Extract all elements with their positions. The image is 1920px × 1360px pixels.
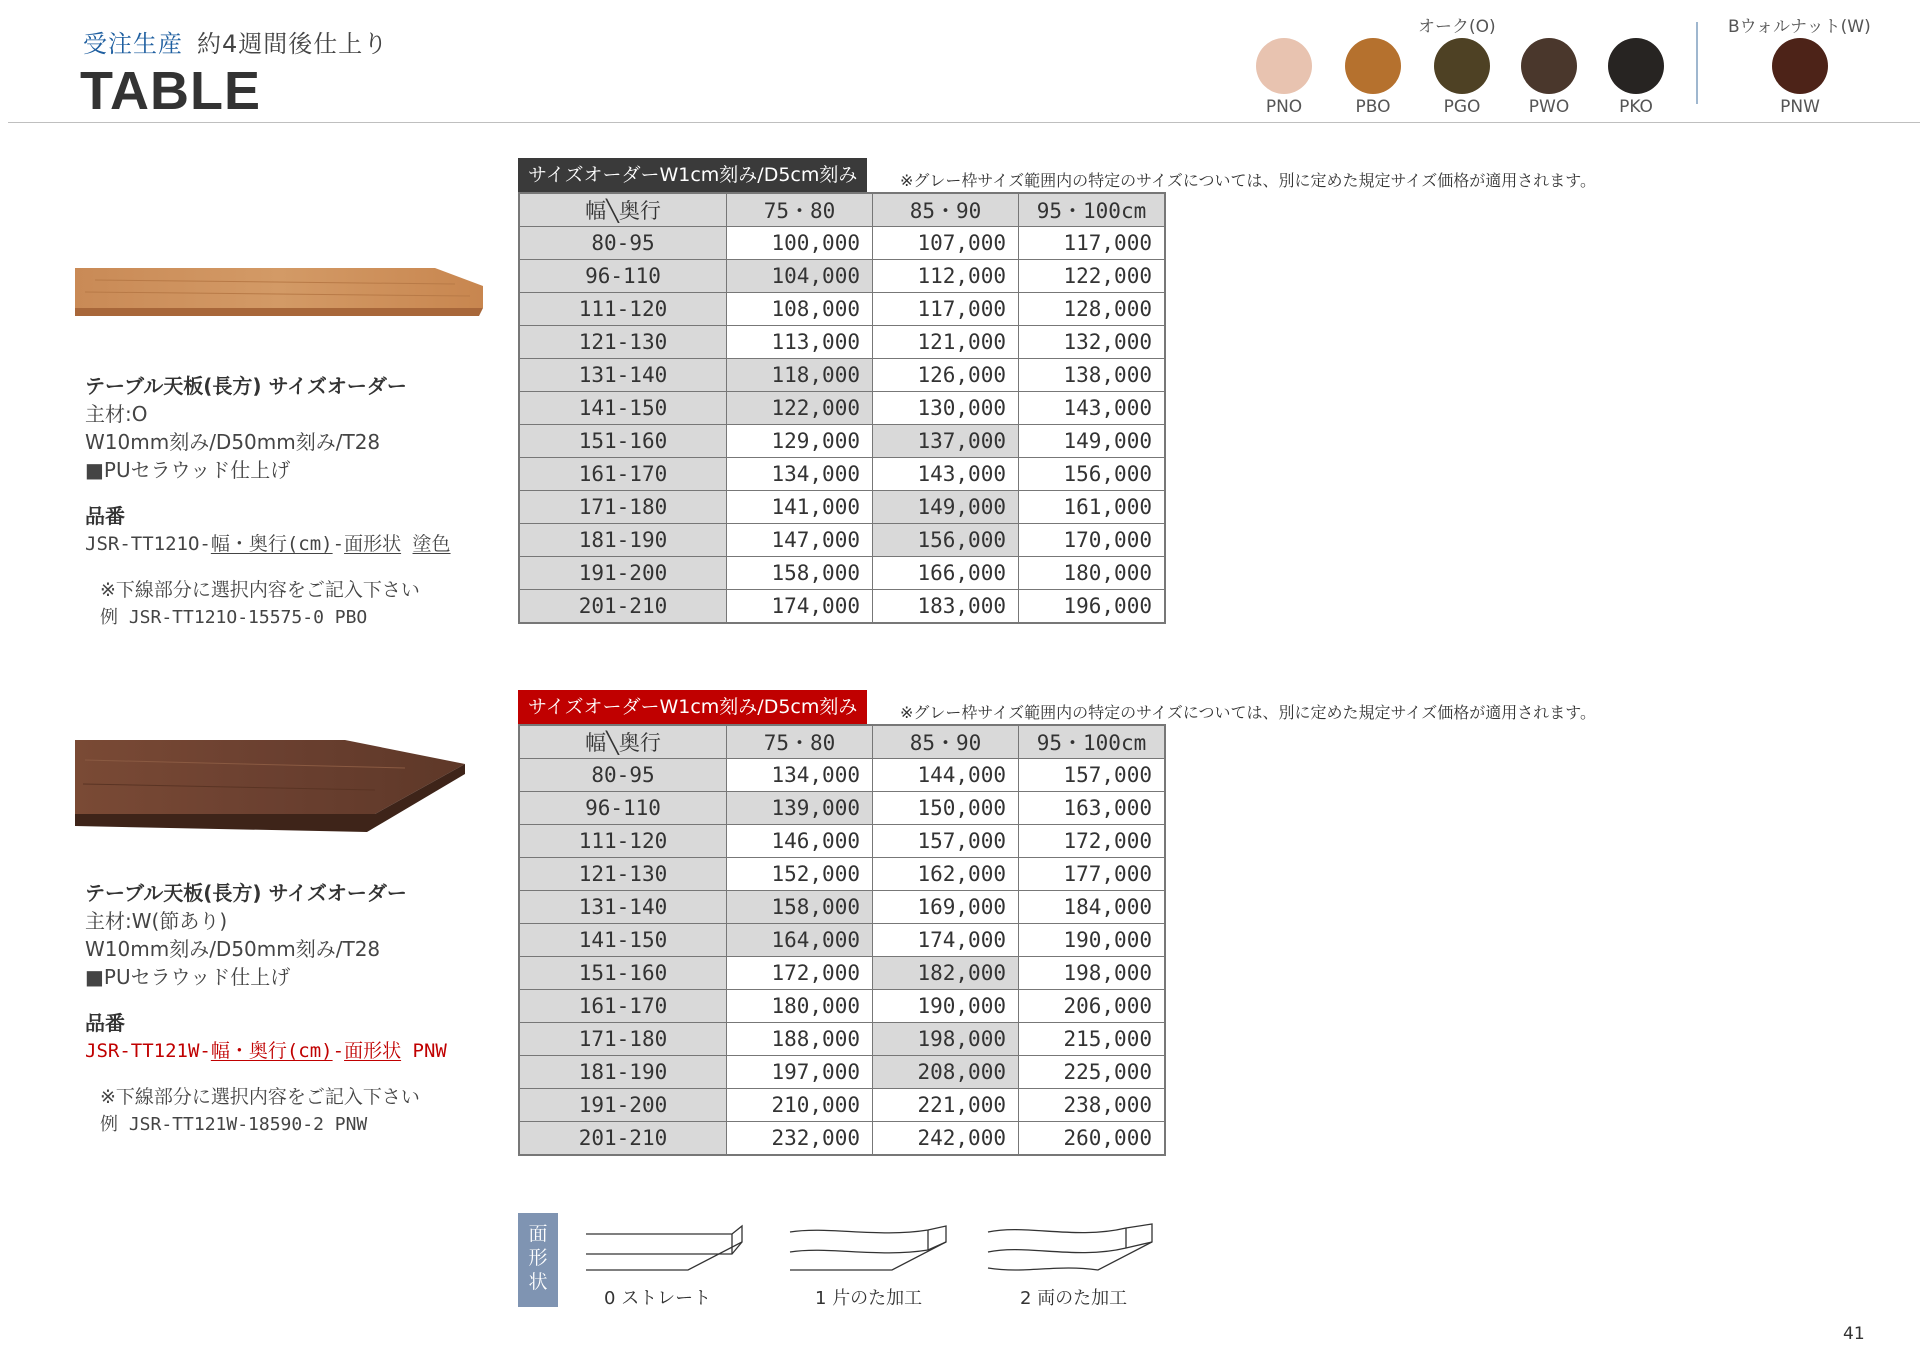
row-header: 171-180 — [519, 1023, 727, 1056]
row-header: 171-180 — [519, 491, 727, 524]
price-cell: 198,000 — [873, 1023, 1019, 1056]
price-cell: 174,000 — [727, 590, 873, 624]
price-cell: 166,000 — [873, 557, 1019, 590]
price-cell: 157,000 — [873, 825, 1019, 858]
swatch-pko — [1608, 38, 1664, 94]
price-cell: 238,000 — [1019, 1089, 1166, 1122]
table-row — [519, 590, 1165, 624]
table-row — [519, 924, 1165, 957]
part-edge: 面形状 — [344, 1040, 402, 1062]
row-header: 141-150 — [519, 392, 727, 425]
price-cell: 260,000 — [1019, 1122, 1166, 1156]
row-header: 181-190 — [519, 524, 727, 557]
row-header: 131-140 — [519, 891, 727, 924]
swatch-pwo — [1521, 38, 1577, 94]
table-row — [519, 1122, 1165, 1156]
price-cell: 215,000 — [1019, 1023, 1166, 1056]
subtitle: 受注生産 — [83, 30, 183, 58]
swatch-code-pbo: PBO — [1355, 97, 1391, 117]
price-cell: 163,000 — [1019, 792, 1166, 825]
row-header: 80-95 — [519, 227, 727, 260]
price-cell: 157,000 — [1019, 759, 1166, 792]
part-separator: - — [332, 1040, 345, 1062]
price-cell: 134,000 — [727, 458, 873, 491]
price-cell: 117,000 — [873, 293, 1019, 326]
table-row — [519, 458, 1165, 491]
column-header: 75・80 — [727, 725, 873, 759]
price-cell: 232,000 — [727, 1122, 873, 1156]
price-cell: 122,000 — [1019, 260, 1166, 293]
edge-code: 0 — [604, 1288, 616, 1309]
fill-note: ※下線部分に選択内容をご記入下さい — [100, 1086, 420, 1108]
price-cell: 206,000 — [1019, 990, 1166, 1023]
swatch-pnw — [1772, 38, 1828, 94]
part-size: 幅・奥行(cm) — [210, 533, 333, 555]
part-number-label: 品番 — [85, 504, 125, 528]
row-header: 201-210 — [519, 590, 727, 624]
row-header: 191-200 — [519, 1089, 727, 1122]
price-cell: 221,000 — [873, 1089, 1019, 1122]
price-cell: 180,000 — [1019, 557, 1166, 590]
header-divider — [8, 122, 1920, 123]
price-cell: 190,000 — [873, 990, 1019, 1023]
edge-straight-icon — [584, 1220, 744, 1274]
table-row — [519, 425, 1165, 458]
table-row — [519, 759, 1165, 792]
row-header: 141-150 — [519, 924, 727, 957]
part-prefix: JSR-TT121O- — [85, 533, 211, 555]
table-row — [519, 392, 1165, 425]
price-cell: 113,000 — [727, 326, 873, 359]
example: 例 JSR-TT121W-18590-2 PNW — [100, 1114, 368, 1135]
part-number — [85, 530, 505, 558]
column-header: 幅╲奥行 — [519, 725, 727, 759]
row-header: 161-170 — [519, 990, 727, 1023]
part-size: 幅・奥行(cm) — [210, 1040, 333, 1062]
swatch-code-pwo: PWO — [1528, 97, 1570, 117]
price-cell: 161,000 — [1019, 491, 1166, 524]
price-grid — [518, 192, 1166, 624]
price-cell: 149,000 — [873, 491, 1019, 524]
price-cell: 134,000 — [727, 759, 873, 792]
price-cell: 198,000 — [1019, 957, 1166, 990]
price-cell: 170,000 — [1019, 524, 1166, 557]
price-cell: 183,000 — [873, 590, 1019, 624]
price-cell: 172,000 — [1019, 825, 1166, 858]
product-walnut-description — [85, 879, 505, 1139]
price-cell: 162,000 — [873, 858, 1019, 891]
price-cell: 172,000 — [727, 957, 873, 990]
table-row — [519, 990, 1165, 1023]
table-row — [519, 825, 1165, 858]
column-header: 85・90 — [873, 193, 1019, 227]
edge-one-side-label — [815, 1284, 922, 1310]
price-cell: 210,000 — [727, 1089, 873, 1122]
price-cell: 158,000 — [727, 891, 873, 924]
row-header: 161-170 — [519, 458, 727, 491]
table-row — [519, 1023, 1165, 1056]
size-order-tag: サイズオーダーW1cm刻み/D5cm刻み — [518, 158, 867, 192]
price-cell: 188,000 — [727, 1023, 873, 1056]
table-row — [519, 858, 1165, 891]
price-cell: 147,000 — [727, 524, 873, 557]
price-cell: 108,000 — [727, 293, 873, 326]
row-header: 96-110 — [519, 260, 727, 293]
edge-both-sides-live-edge-icon — [986, 1220, 1156, 1274]
price-cell: 174,000 — [873, 924, 1019, 957]
edge-name: ストレート — [621, 1288, 712, 1309]
price-cell: 144,000 — [873, 759, 1019, 792]
spec: W10mm刻み/D50mm刻み/T28 — [85, 430, 381, 454]
column-header: 幅╲奥行 — [519, 193, 727, 227]
edge-straight-label — [604, 1284, 711, 1310]
oak-group-label: オーク(O) — [1418, 17, 1496, 37]
column-header: 85・90 — [873, 725, 1019, 759]
swatch-pno — [1256, 38, 1312, 94]
row-header: 96-110 — [519, 792, 727, 825]
table-row — [519, 326, 1165, 359]
part-number-label: 品番 — [85, 1011, 125, 1035]
row-header: 121-130 — [519, 326, 727, 359]
column-header: 95・100cm — [1019, 725, 1166, 759]
page-title: TABLE — [80, 61, 261, 121]
price-cell: 150,000 — [873, 792, 1019, 825]
swatch-code-pgo: PGO — [1443, 97, 1481, 117]
price-cell: 169,000 — [873, 891, 1019, 924]
price-cell: 225,000 — [1019, 1056, 1166, 1089]
table-row — [519, 293, 1165, 326]
swatch-code-pno: PNO — [1265, 97, 1303, 117]
fill-note: ※下線部分に選択内容をご記入下さい — [100, 579, 420, 601]
table-row — [519, 891, 1165, 924]
column-header: 95・100cm — [1019, 193, 1166, 227]
gray-frame-note: ※グレー枠サイズ範囲内の特定のサイズについては、別に定めた規定サイズ価格が適用されます。 — [900, 171, 1596, 190]
part-prefix: JSR-TT121W- — [85, 1040, 211, 1062]
product-title: テーブル天板(長方) サイズオーダー — [85, 881, 407, 905]
finish: ■PUセラウッド仕上げ — [85, 965, 291, 989]
edge-code: 1 — [815, 1288, 827, 1309]
row-header: 111-120 — [519, 825, 727, 858]
price-cell: 156,000 — [1019, 458, 1166, 491]
price-cell: 129,000 — [727, 425, 873, 458]
price-cell: 242,000 — [873, 1122, 1019, 1156]
table-row — [519, 260, 1165, 293]
swatch-code-pnw: PNW — [1780, 97, 1820, 117]
price-cell: 122,000 — [727, 392, 873, 425]
price-table-walnut — [518, 690, 1596, 1156]
table-row — [519, 227, 1165, 260]
row-header: 111-120 — [519, 293, 727, 326]
edge-shape-label: 面 形 状 — [518, 1213, 558, 1307]
lead-time: 約4週間後仕上り — [197, 30, 389, 58]
page-number: 41 — [1843, 1324, 1865, 1344]
price-cell: 180,000 — [727, 990, 873, 1023]
price-cell: 121,000 — [873, 326, 1019, 359]
price-cell: 143,000 — [1019, 392, 1166, 425]
part-color: 塗色 — [412, 533, 451, 555]
edge-both-sides-label — [1020, 1284, 1127, 1310]
walnut-group-label: Bウォルナット(W) — [1728, 17, 1871, 37]
product-title: テーブル天板(長方) サイズオーダー — [85, 374, 407, 398]
price-cell: 177,000 — [1019, 858, 1166, 891]
row-header: 80-95 — [519, 759, 727, 792]
price-cell: 184,000 — [1019, 891, 1166, 924]
table-row — [519, 1089, 1165, 1122]
part-color: PNW — [412, 1040, 447, 1062]
walnut-tabletop-image — [75, 738, 470, 834]
price-cell: 132,000 — [1019, 326, 1166, 359]
price-cell: 141,000 — [727, 491, 873, 524]
price-cell: 152,000 — [727, 858, 873, 891]
price-cell: 149,000 — [1019, 425, 1166, 458]
price-table-oak — [518, 158, 1596, 624]
gray-frame-note: ※グレー枠サイズ範囲内の特定のサイズについては、別に定めた規定サイズ価格が適用されます。 — [900, 703, 1596, 722]
column-header: 75・80 — [727, 193, 873, 227]
price-cell: 126,000 — [873, 359, 1019, 392]
part-separator: - — [332, 533, 345, 555]
swatch-code-pko: PKO — [1619, 97, 1653, 117]
price-cell: 190,000 — [1019, 924, 1166, 957]
price-cell: 139,000 — [727, 792, 873, 825]
edge-code: 2 — [1020, 1288, 1032, 1309]
swatch-pgo — [1434, 38, 1490, 94]
material: 主材:O — [85, 402, 148, 426]
price-cell: 107,000 — [873, 227, 1019, 260]
table-row — [519, 792, 1165, 825]
price-cell: 196,000 — [1019, 590, 1166, 624]
material: 主材:W(節あり) — [85, 909, 228, 933]
row-header: 131-140 — [519, 359, 727, 392]
row-header: 181-190 — [519, 1056, 727, 1089]
table-row — [519, 524, 1165, 557]
table-row — [519, 359, 1165, 392]
swatch-divider — [1696, 22, 1698, 104]
example: 例 JSR-TT121O-15575-0 PBO — [100, 607, 368, 628]
oak-tabletop-image — [75, 262, 487, 340]
price-cell: 118,000 — [727, 359, 873, 392]
product-oak-description — [85, 372, 505, 632]
price-cell: 130,000 — [873, 392, 1019, 425]
size-order-tag: サイズオーダーW1cm刻み/D5cm刻み — [518, 690, 867, 724]
price-cell: 164,000 — [727, 924, 873, 957]
price-cell: 112,000 — [873, 260, 1019, 293]
price-grid — [518, 724, 1166, 1156]
row-header: 121-130 — [519, 858, 727, 891]
finish: ■PUセラウッド仕上げ — [85, 458, 291, 482]
price-cell: 128,000 — [1019, 293, 1166, 326]
price-cell: 137,000 — [873, 425, 1019, 458]
price-cell: 143,000 — [873, 458, 1019, 491]
table-row — [519, 1056, 1165, 1089]
row-header: 191-200 — [519, 557, 727, 590]
price-cell: 158,000 — [727, 557, 873, 590]
row-header: 151-160 — [519, 425, 727, 458]
price-cell: 156,000 — [873, 524, 1019, 557]
edge-name: 両のた加工 — [1037, 1288, 1128, 1309]
price-cell: 197,000 — [727, 1056, 873, 1089]
row-header: 201-210 — [519, 1122, 727, 1156]
price-cell: 117,000 — [1019, 227, 1166, 260]
part-edge: 面形状 — [344, 533, 402, 555]
spec: W10mm刻み/D50mm刻み/T28 — [85, 937, 381, 961]
edge-name: 片のた加工 — [832, 1288, 923, 1309]
price-cell: 146,000 — [727, 825, 873, 858]
price-cell: 182,000 — [873, 957, 1019, 990]
part-number — [85, 1037, 505, 1065]
table-row — [519, 557, 1165, 590]
production-note — [83, 24, 388, 59]
price-cell: 100,000 — [727, 227, 873, 260]
table-row — [519, 491, 1165, 524]
row-header: 151-160 — [519, 957, 727, 990]
table-row — [519, 957, 1165, 990]
swatch-pbo — [1345, 38, 1401, 94]
price-cell: 104,000 — [727, 260, 873, 293]
edge-one-side-live-edge-icon — [788, 1220, 948, 1274]
price-cell: 208,000 — [873, 1056, 1019, 1089]
price-cell: 138,000 — [1019, 359, 1166, 392]
